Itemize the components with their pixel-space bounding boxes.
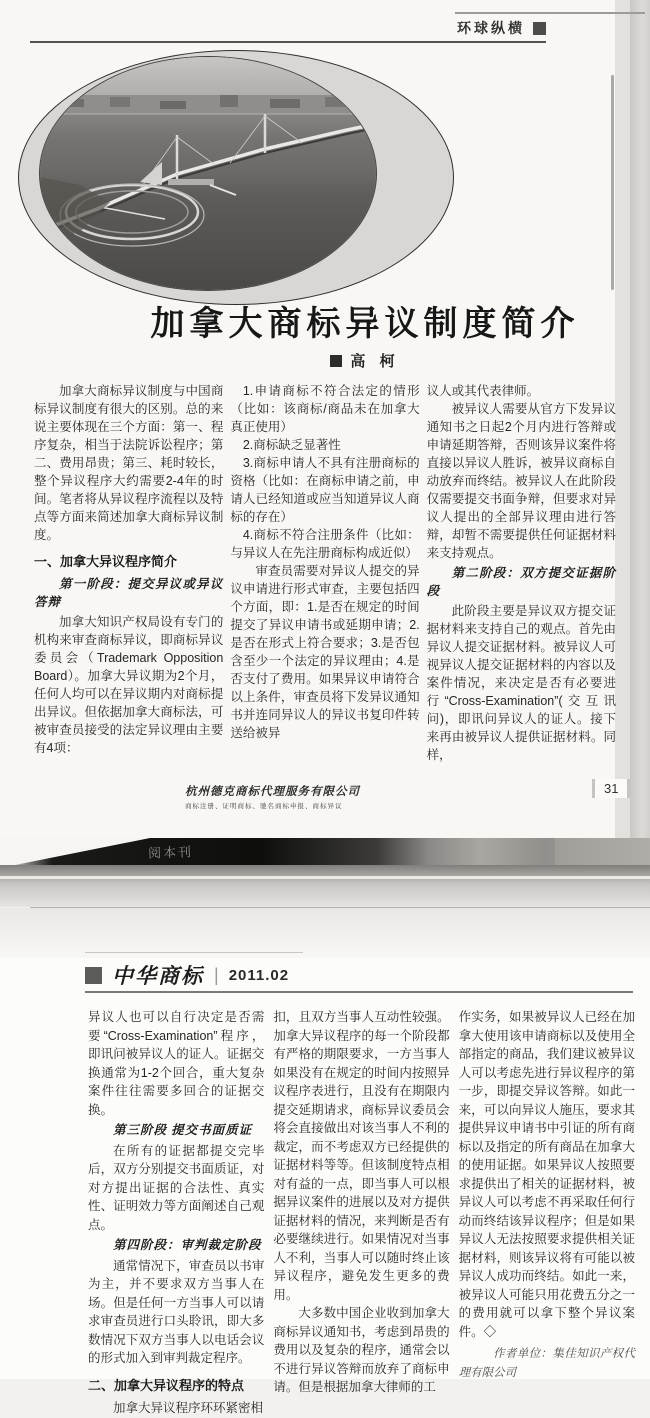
- paragraph: 加拿大知识产权局设有专门的机构来审查商标异议，即商标异议委员会（Trademark Opposition Board）。加拿大异议期为2个月，任何人均可以在异议期内对商标提出异议。但依据加拿大商标法，可被审查员接受的法定异议理由主要有4项：: [34, 615, 224, 755]
- section-heading: 一、加拿大异议程序简介: [34, 554, 178, 569]
- section-heading: 二、加拿大异议程序的特点: [88, 1377, 245, 1393]
- article-body-page2: [88, 1008, 635, 1418]
- journal-header: [85, 962, 289, 988]
- bridge-photo-graphic: [40, 57, 376, 290]
- square-marker-icon: [533, 22, 546, 35]
- section-label: 环球纵横: [457, 20, 525, 36]
- footer-agency: [185, 783, 415, 810]
- text-column-3: [459, 1008, 635, 1418]
- text-column-3: [427, 382, 616, 764]
- paragraph: 审查员需要对异议人提交的异议申请进行形式审查，主要包括四个方面，即：1.是否在规定的时间提交了异议申请书或延期申请；2.是否在形式上符合要求；3.是否包含至少一个法定的异议理由；4.是否支付了费用。如果异议申请符合以上条件，审查员将下发异议通知书并连同异议人的异议书复印件转送给被异: [230, 564, 420, 740]
- paragraph: 作实务，如果被异议人已经在加拿大使用该申请商标以及使用全部指定的商品，我们建议被异议人可以考虑先进行异议程序的第一步，即提交异议答辩。如此一来，可以向异议人施压，要求其提供异议申请书中引证的所有商标以及指定的所有商品在加拿大的使用证据。如果异议人按照要求提供出了相关的证据材料，被异议人可以考虑不再采取任何行动而终结该异议程序；但是如果异议人无法按照要求提供相关证据材料，则该异议将有可能以被异议人成功而终结。如此一来，被异议人可能只用花费五分之一的费用就可以拿下整个异议案件。◇: [458, 1010, 635, 1339]
- scan-artifact-band: [0, 838, 650, 958]
- text-column-2: [273, 1008, 449, 1418]
- text-column-2: [230, 382, 419, 764]
- scan-ghost-text: 阅本刊: [147, 844, 194, 861]
- bridge-aerial-photo: [39, 56, 377, 291]
- article-body-page1: [34, 382, 616, 764]
- text-column-1: [34, 382, 223, 764]
- scan-edge-band: [630, 0, 650, 838]
- journal-logo: 中华商标: [112, 964, 204, 988]
- agency-name: 杭州德克商标代理服务有限公司: [185, 786, 360, 798]
- agency-services: 商标注册、证明商标、驰名商标申报、商标异议: [185, 803, 343, 810]
- list-item: 4.商标不符合注册条件（比如：与异议人在先注册商标构成近似）: [230, 528, 420, 560]
- header-rule-top: [455, 12, 645, 14]
- square-marker-icon: [330, 355, 342, 367]
- separator: |: [214, 964, 219, 985]
- article-title: 加拿大商标异议制度简介: [150, 306, 580, 343]
- journal-header-rule: [85, 991, 633, 993]
- square-marker-icon: [85, 967, 102, 984]
- scan-edge-band: [615, 0, 630, 838]
- list-item: 3.商标申请人不具有注册商标的资格（比如：在商标申请之前，申请人已经知道或应当知道异议人商标的存在）: [230, 456, 420, 524]
- author-affiliation: 作者单位：集佳知识产权代理有限公司: [458, 1348, 635, 1379]
- paragraph: 通常情况下，审查员以书审为主，并不要求双方当事人在场。但是任何一方当事人可以请求审查员进行口头聆讯，即大多数情况下双方当事人以电话会议的形式加入到审判裁定程序。: [88, 1258, 265, 1365]
- page-header: [250, 18, 546, 38]
- paragraph: 扣，且双方当事人互动性较强。加拿大异议程序的每一个阶段都有严格的期限要求，一方当事人如果没有在规定的时间内按照异议程序表进行，且没有在期限内提交延期请求，商标异议委员会将会直接做出对该当事人不利的裁定，而不考虑双方已经提供的证据材料等等。但该制度特点相对有益的一点，即当事人可以根据异议案件的进展以及对方提供证据材料的情况，来判断是否有必要继续进行。如果情况对当事人不利，当事人可以随时终止该异议程序，避免发生更多的费用。: [273, 1010, 450, 1302]
- paragraph: 被异议人需要从官方下发异议通知书之日起2个月内进行答辩或申请延期答辩，否则该异议案件将直接以异议人胜诉，被异议商标自动放弃而终结。被异议人在此阶段仅需要提交书面争辩，但要求对异议人提出的全部异议理由进行答辩，却暂不需要提供任何证据材料来支持观点。: [426, 402, 616, 560]
- paragraph: 大多数中国企业收到加拿大商标异议通知书，考虑到昂贵的费用以及复杂的程序，通常会以不进行异议答辩而放弃了商标申请。但是根据加拿大律师的工: [273, 1306, 450, 1394]
- header-rule-main: [30, 41, 546, 43]
- list-item: 2.商标缺乏显著性: [242, 438, 341, 452]
- stage-heading: 第三阶段 提交书面质证: [113, 1123, 253, 1137]
- paragraph: 加拿大异议程序环环紧密相: [113, 1401, 264, 1415]
- scan-gradient-strip: [0, 865, 650, 907]
- paragraph: 在所有的证据都提交完毕后，双方分别提交书面质证，对对方提出证据的合法性、真实性、证明效力等方面阐述自己观点。: [88, 1143, 265, 1232]
- list-item: 1.申请商标不符合法定的情形（比如：该商标/商品未在加拿大真正使用）: [230, 384, 420, 434]
- author-name: 高 柯: [350, 353, 400, 370]
- page-number: 31: [592, 779, 630, 798]
- scan-fade-strip: [0, 908, 650, 958]
- photo-frame-ellipse: [18, 50, 454, 305]
- stage-heading: 第一阶段：提交异议或异议答辩: [34, 577, 224, 609]
- paragraph: 此阶段主要是异议双方提交证据材料来支持自己的观点。首先由异议人提交证据材料。被异议人可视异议人提交证据材料的内容以及案件情况，来决定是否有必要进行“Cross-Examination”(交互讯问)，即讯问异议人的证人。接下来再由被异议人提供证据材料。同样，: [426, 604, 616, 762]
- header-rule-faint: [85, 952, 303, 953]
- stage-heading: 第二阶段：双方提交证据阶段: [426, 566, 616, 598]
- stage-heading: 第四阶段：审判裁定阶段: [113, 1238, 262, 1252]
- issue-number: 2011.02: [228, 966, 290, 984]
- byline: [85, 350, 645, 371]
- paragraph: 异议人也可以自行决定是否需要“Cross-Examination”程序，即讯问被异议人的证人。证据交换通常为1-2个回合，重大复杂案件往往需要多回合的证据交换。: [88, 1010, 265, 1117]
- text-column-1: [88, 1008, 264, 1418]
- scan-edge-line: [611, 75, 614, 290]
- magazine-page-2: [0, 958, 650, 1415]
- paragraph: 加拿大商标异议制度与中国商标异议制度有很大的区别。总的来说主要体现在三个方面：第一、程序复杂，相当于法院诉讼程序；第二、费用昂贵；第三、耗时较长，整个异议程序大约需要2-4年的时间。笔者将从异议程序流程以及特点等方面来简述加拿大商标异议制度。: [34, 384, 224, 542]
- paragraph: 议人或其代表律师。: [426, 384, 540, 398]
- scan-highlight-streak: [0, 876, 650, 879]
